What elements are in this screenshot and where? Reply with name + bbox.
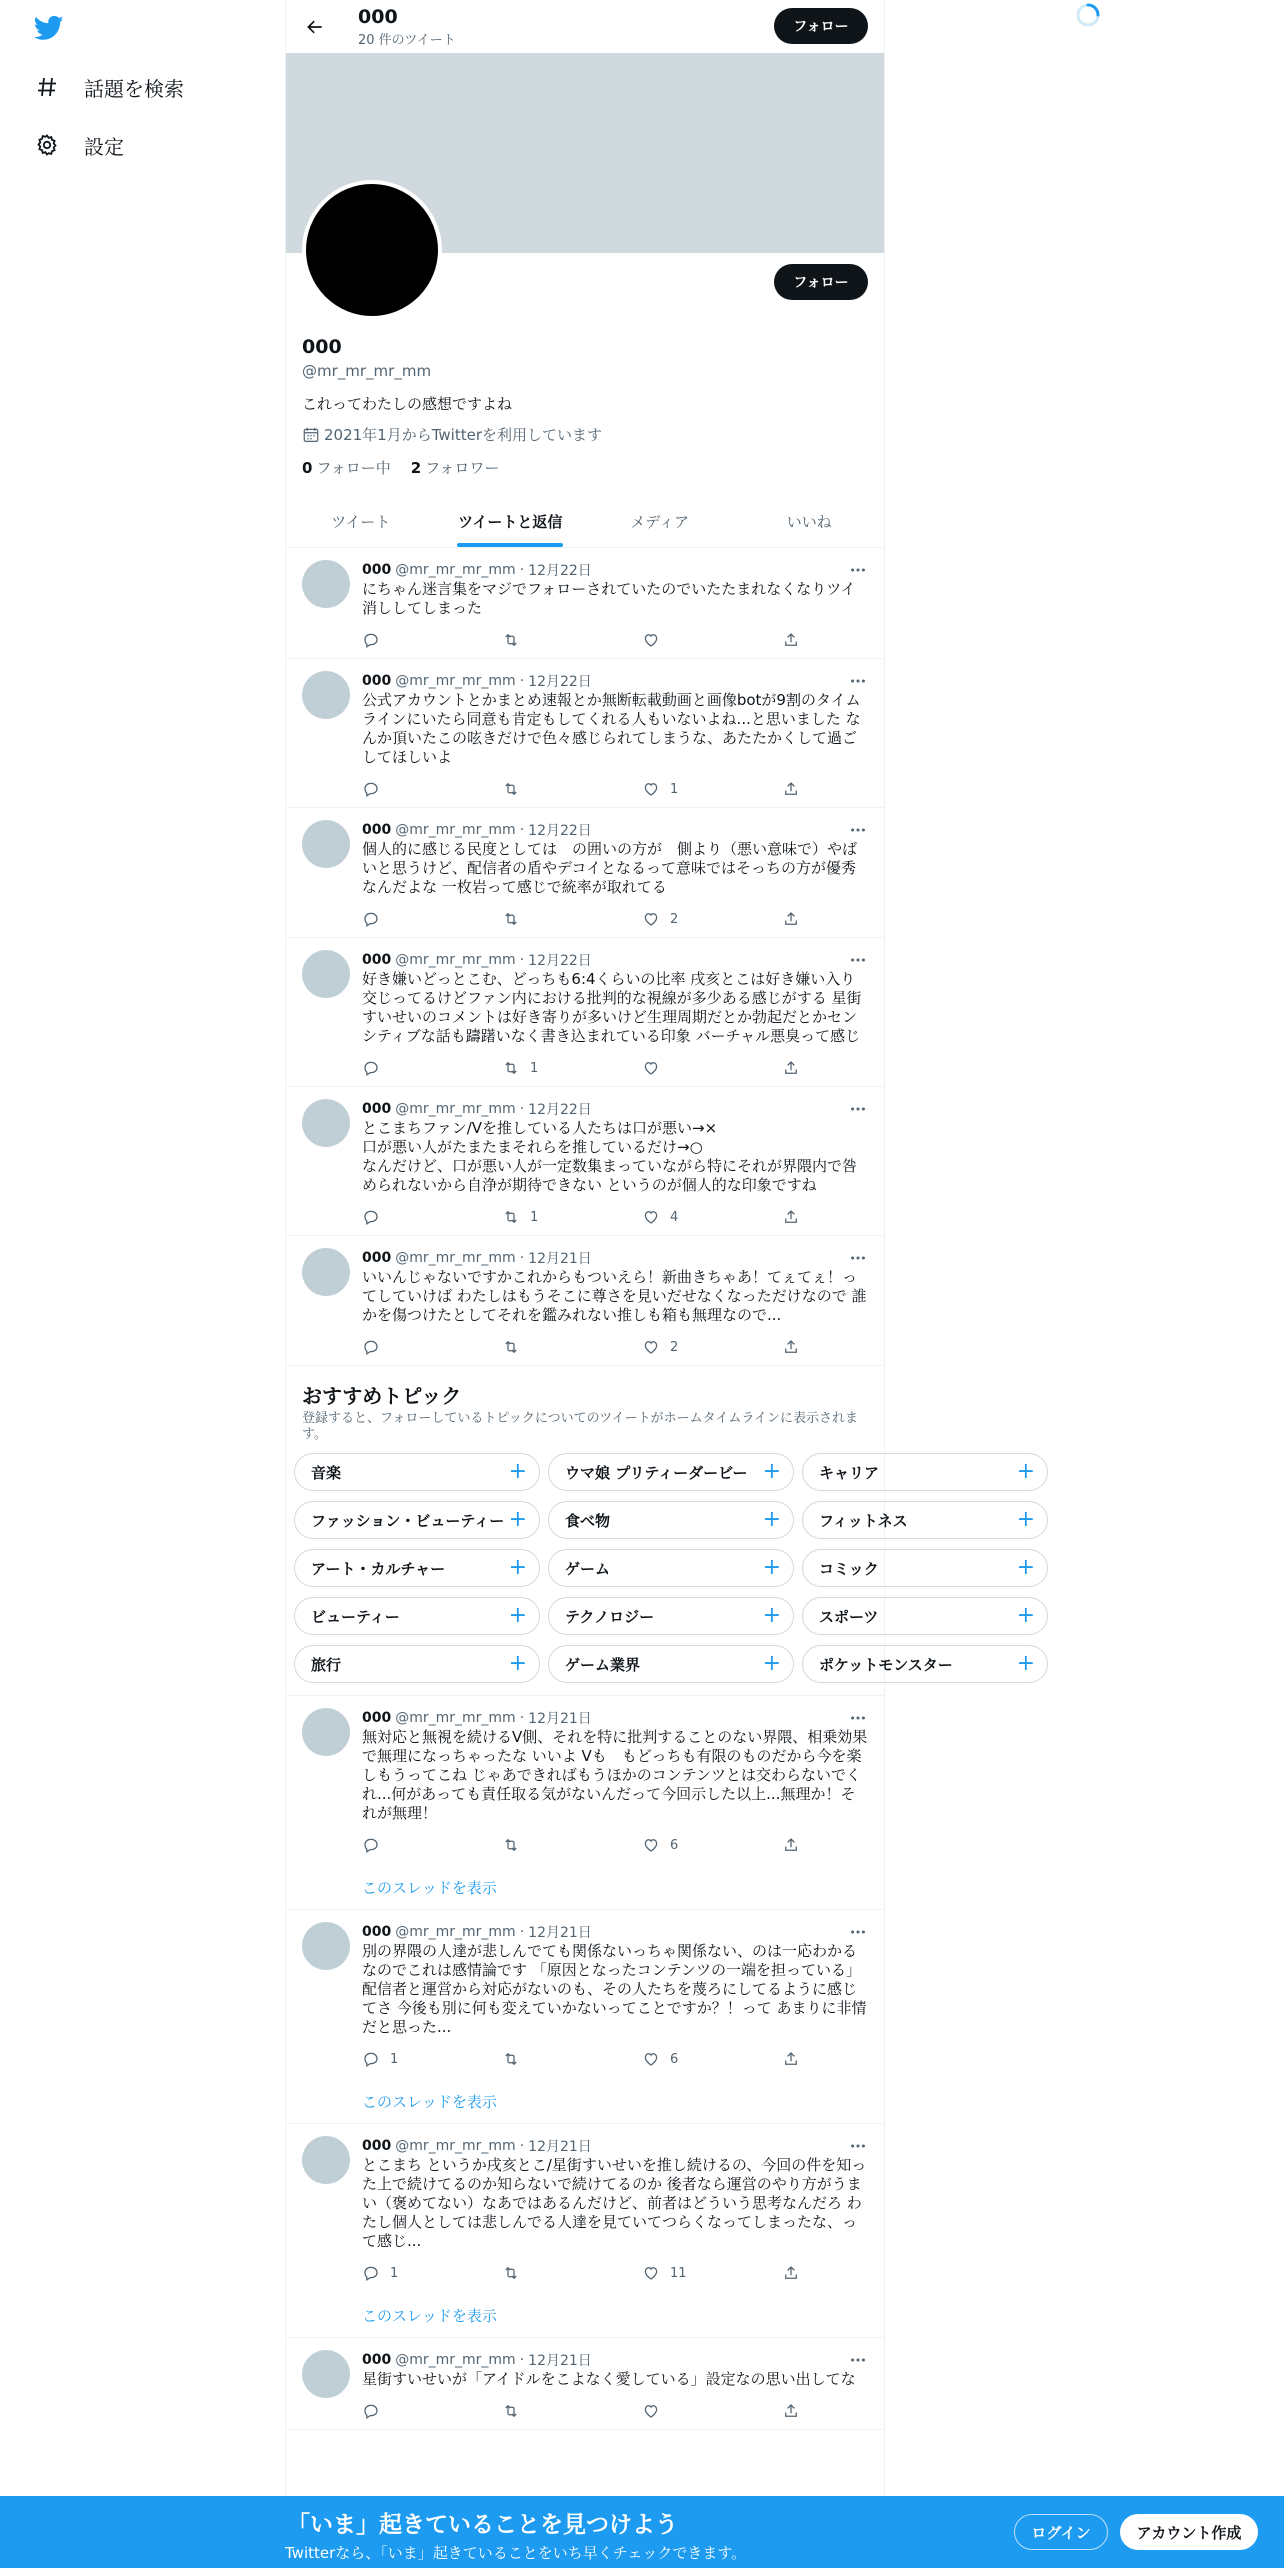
tweet-separator: · bbox=[519, 822, 525, 838]
tweet-date[interactable]: 12月21日 bbox=[528, 1925, 592, 1941]
show-thread-link[interactable]: このスレッドを表示 bbox=[362, 2307, 497, 2325]
following-label: フォロー中 bbox=[316, 459, 391, 477]
retweet-button[interactable] bbox=[502, 1059, 562, 1077]
retweet-icon bbox=[502, 910, 520, 928]
topic-chip[interactable] bbox=[548, 1597, 794, 1635]
tweet-actions bbox=[362, 1827, 802, 1863]
tweet-text: にちゃん迷言集をマジでフォローされていたのでいたたまれなくなりツイ消ししてしまった bbox=[362, 580, 856, 617]
tweet-avatar[interactable] bbox=[302, 820, 350, 868]
tweet-author-handle[interactable]: @mr_mr_mr_mm bbox=[395, 1710, 516, 1726]
arrow-left-icon bbox=[305, 17, 325, 37]
share-button[interactable] bbox=[782, 1208, 802, 1226]
tweet-text: 無対応と無視を続けるV側、それを特に批判することのない界隈、相乗効果で無理になっちゃったな いいよ Vも もどっちも有限のものだから今を楽しもうってこね じゃあできればもうほかのコンテンツとは交わらないでくれ...何があっても責任取る気がないんだって今回示した以上...無理か！それが無理！ bbox=[362, 1728, 868, 1822]
topic-label: フィットネス bbox=[819, 1511, 908, 1530]
tweet-author-name[interactable]: 000 bbox=[362, 2352, 392, 2368]
heart-icon bbox=[642, 1836, 660, 1854]
share-button[interactable] bbox=[782, 910, 802, 928]
tweet-actions bbox=[362, 1199, 802, 1235]
sidebar-item-label: 設定 bbox=[84, 134, 124, 159]
like-button[interactable] bbox=[642, 1836, 702, 1854]
tweet-header bbox=[362, 1922, 868, 1942]
tweet-author-handle[interactable]: @mr_mr_mr_mm bbox=[395, 2352, 516, 2368]
tweet-actions bbox=[362, 901, 802, 937]
retweet-icon bbox=[502, 1338, 520, 1356]
share-icon bbox=[782, 780, 800, 798]
share-icon bbox=[782, 910, 800, 928]
topic-chip[interactable] bbox=[294, 1645, 540, 1683]
like-button[interactable] bbox=[642, 1338, 702, 1356]
tweet-date[interactable]: 12月21日 bbox=[528, 1251, 592, 1267]
tweet-separator: · bbox=[519, 1924, 525, 1940]
joined-text: 2021年1月からTwitterを利用しています bbox=[324, 426, 602, 444]
share-button[interactable] bbox=[782, 631, 802, 649]
plus-icon[interactable]: + bbox=[762, 1555, 781, 1580]
hash-icon bbox=[34, 74, 60, 100]
plus-icon[interactable]: + bbox=[508, 1507, 527, 1532]
signup-button[interactable]: アカウント作成 bbox=[1120, 2514, 1258, 2550]
tweet-author-name[interactable]: 000 bbox=[362, 1250, 392, 1266]
profile-bio: これってわたしの感想ですよね bbox=[302, 395, 513, 413]
gear-icon bbox=[34, 132, 60, 158]
following-count: 0 bbox=[302, 459, 313, 477]
retweet-count: 1 bbox=[530, 1209, 539, 1225]
tweet-body bbox=[362, 560, 868, 658]
profile-handle: @mr_mr_mr_mm bbox=[302, 362, 432, 380]
tweet-actions bbox=[362, 771, 802, 807]
topic-label: ゲーム業界 bbox=[565, 1655, 641, 1674]
tweet-body bbox=[362, 2136, 868, 2337]
like-button[interactable] bbox=[642, 2264, 702, 2282]
retweet-icon bbox=[502, 2264, 520, 2282]
like-count: 2 bbox=[670, 911, 679, 927]
topic-chip[interactable] bbox=[294, 1501, 540, 1539]
like-count: 11 bbox=[670, 2265, 687, 2281]
tweet-date[interactable]: 12月22日 bbox=[528, 563, 592, 579]
tweet-body bbox=[362, 671, 868, 807]
tweet-separator: · bbox=[519, 1101, 525, 1117]
topic-chip[interactable] bbox=[802, 1645, 1048, 1683]
reply-icon bbox=[362, 2402, 380, 2420]
more-options-icon[interactable] bbox=[848, 1708, 868, 1728]
heart-icon bbox=[642, 910, 660, 928]
like-count: 6 bbox=[670, 1837, 679, 1853]
reply-button[interactable] bbox=[362, 631, 422, 649]
header-follow-button[interactable]: フォロー bbox=[774, 8, 868, 44]
topic-label: 食べ物 bbox=[565, 1511, 611, 1530]
tweet-text: 公式アカウントとかまとめ速報とか無断転載動画と画像botが9割のタイムラインにいたら同意も肯定もしてくれる人もいないよね...と思いました なんか頂いたこの呟きだけで色々感じられてしまうな、あたたかくして過ごしてほしいよ bbox=[362, 691, 861, 766]
tweet-separator: · bbox=[519, 562, 525, 578]
signup-banner-subtitle: Twitterなら、「いま」起きていることをいち早くチェックできます。 bbox=[285, 2544, 747, 2562]
topic-chip[interactable] bbox=[802, 1549, 1048, 1587]
tweet-body bbox=[362, 1922, 868, 2123]
topic-chip[interactable] bbox=[548, 1501, 794, 1539]
tweet[interactable] bbox=[286, 1236, 884, 1366]
share-button[interactable] bbox=[782, 1338, 802, 1356]
reply-count: 1 bbox=[390, 2265, 399, 2281]
tweet-author-name[interactable]: 000 bbox=[362, 2138, 392, 2154]
tweet-separator: · bbox=[519, 1710, 525, 1726]
tweet-author-name[interactable]: 000 bbox=[362, 822, 392, 838]
retweet-button[interactable] bbox=[502, 2264, 562, 2282]
retweet-button[interactable] bbox=[502, 2402, 562, 2420]
reply-icon bbox=[362, 1059, 380, 1077]
heart-icon bbox=[642, 1208, 660, 1226]
tweet-actions bbox=[362, 2393, 802, 2429]
reply-icon bbox=[362, 1338, 380, 1356]
tweet-date[interactable]: 12月21日 bbox=[528, 2139, 592, 2155]
sidebar-item-label: 話題を検索 bbox=[84, 76, 184, 101]
tweet-text: 星街すいせいが「アイドルをこよなく愛している」設定なの思い出してな bbox=[362, 2370, 856, 2388]
like-button[interactable] bbox=[642, 910, 702, 928]
topic-row bbox=[286, 1645, 1035, 1683]
plus-icon[interactable]: + bbox=[762, 1603, 781, 1628]
tweet-text: 個人的に感じる民度としては の囲いの方が 側より（悪い意味で）やばいと思うけど、配信者の盾やデコイとなるって意味ではそっちの方が優秀なんだよな 一枚岩って感じで統率が取れてる bbox=[362, 840, 858, 896]
share-button[interactable] bbox=[782, 780, 802, 798]
more-options-icon[interactable] bbox=[848, 950, 868, 970]
like-button[interactable] bbox=[642, 631, 702, 649]
tweet-actions bbox=[362, 2255, 802, 2291]
tweet-header bbox=[362, 1708, 868, 1728]
tweet-author-name[interactable]: 000 bbox=[362, 673, 392, 689]
header-title: 000 bbox=[358, 6, 398, 28]
topic-chip[interactable] bbox=[548, 1645, 794, 1683]
tweet-author-name[interactable]: 000 bbox=[362, 952, 392, 968]
tweet-body bbox=[362, 1248, 868, 1365]
following-link[interactable] bbox=[302, 457, 391, 478]
tweet-text: とこまちファン/Vを推している人たちは口が悪い→× 口が悪い人がたまたまそれらを推しているだけ→○ なんだけど、口が悪い人が一定数集まっていながら特にそれが界隈内で咎められないから自浄が期待できない というのが個人的な印象ですね bbox=[362, 1119, 858, 1194]
topic-label: コミック bbox=[819, 1559, 879, 1578]
reply-button[interactable] bbox=[362, 1836, 422, 1854]
like-count: 6 bbox=[670, 2051, 679, 2067]
tweet-body bbox=[362, 1708, 868, 1909]
profile-joined bbox=[302, 424, 602, 445]
tweet-avatar[interactable] bbox=[302, 1922, 350, 1970]
topic-row bbox=[286, 1597, 1035, 1635]
reply-icon bbox=[362, 2050, 380, 2068]
plus-icon[interactable]: + bbox=[508, 1603, 527, 1628]
more-options-icon[interactable] bbox=[848, 1922, 868, 1942]
reply-count: 1 bbox=[390, 2051, 399, 2067]
topic-chip[interactable] bbox=[548, 1453, 794, 1491]
heart-icon bbox=[642, 1059, 660, 1077]
reply-button[interactable] bbox=[362, 2050, 422, 2068]
reply-button[interactable] bbox=[362, 1208, 422, 1226]
tab-tweets-and-replies[interactable]: ツイートと返信 bbox=[436, 495, 586, 547]
like-count: 1 bbox=[670, 781, 679, 797]
tweet-avatar[interactable] bbox=[302, 1248, 350, 1296]
profile-avatar[interactable] bbox=[302, 180, 442, 320]
tweet-author-handle[interactable]: @mr_mr_mr_mm bbox=[395, 952, 516, 968]
tweet-header bbox=[362, 2350, 868, 2370]
share-button[interactable] bbox=[782, 2264, 802, 2282]
tweet-header bbox=[362, 820, 868, 840]
like-button[interactable] bbox=[642, 2050, 702, 2068]
topic-label: スポーツ bbox=[819, 1607, 879, 1626]
share-icon bbox=[782, 2264, 800, 2282]
tweet-author-handle[interactable]: @mr_mr_mr_mm bbox=[395, 1101, 516, 1117]
retweet-button[interactable] bbox=[502, 910, 562, 928]
tweet-author-handle[interactable]: @mr_mr_mr_mm bbox=[395, 673, 516, 689]
tweet-author-handle[interactable]: @mr_mr_mr_mm bbox=[395, 1924, 516, 1940]
topic-row bbox=[286, 1453, 1035, 1491]
recommended-topics bbox=[286, 1366, 1035, 1696]
tweet-body bbox=[362, 1099, 868, 1235]
share-icon bbox=[782, 1208, 800, 1226]
tweet-author-handle[interactable]: @mr_mr_mr_mm bbox=[395, 822, 516, 838]
more-options-icon[interactable] bbox=[848, 820, 868, 840]
reply-button[interactable] bbox=[362, 2402, 422, 2420]
tweet-avatar[interactable] bbox=[302, 2136, 350, 2184]
plus-icon[interactable]: + bbox=[1016, 1459, 1035, 1484]
share-icon bbox=[782, 1338, 800, 1356]
tweet-author-name[interactable]: 000 bbox=[362, 562, 392, 578]
tweet-date[interactable]: 12月22日 bbox=[528, 674, 592, 690]
topic-chip[interactable] bbox=[548, 1549, 794, 1587]
plus-icon[interactable]: + bbox=[1016, 1603, 1035, 1628]
followers-count: 2 bbox=[410, 459, 422, 477]
retweet-icon bbox=[502, 631, 520, 649]
topic-chip[interactable] bbox=[294, 1549, 540, 1587]
like-button[interactable] bbox=[642, 2402, 702, 2420]
tweet-date[interactable]: 12月22日 bbox=[528, 953, 592, 969]
like-button[interactable] bbox=[642, 1208, 702, 1226]
tweet-separator: · bbox=[519, 673, 525, 689]
tweet[interactable] bbox=[286, 1910, 884, 2124]
topic-row bbox=[286, 1549, 1035, 1587]
plus-icon[interactable]: + bbox=[508, 1651, 527, 1676]
sidebar-item-explore[interactable] bbox=[34, 67, 184, 107]
tweet-header bbox=[362, 560, 868, 580]
retweet-icon bbox=[502, 1059, 520, 1077]
topic-label: テクノロジー bbox=[565, 1607, 655, 1626]
retweet-icon bbox=[502, 780, 520, 798]
tweet-header bbox=[362, 671, 868, 691]
like-count: 4 bbox=[670, 1209, 679, 1225]
tweet-separator: · bbox=[519, 1250, 525, 1266]
main-column bbox=[285, 0, 1035, 2568]
topic-chip[interactable] bbox=[294, 1453, 540, 1491]
like-button[interactable] bbox=[642, 1059, 702, 1077]
plus-icon[interactable]: + bbox=[508, 1459, 527, 1484]
tweet-author-handle[interactable]: @mr_mr_mr_mm bbox=[395, 562, 516, 578]
retweet-button[interactable] bbox=[502, 1836, 562, 1854]
reply-icon bbox=[362, 1208, 380, 1226]
tweet-date[interactable]: 12月22日 bbox=[528, 823, 592, 839]
tweet-actions bbox=[362, 2041, 802, 2077]
topic-chip[interactable] bbox=[802, 1597, 1048, 1635]
tweet[interactable] bbox=[286, 2124, 884, 2338]
tab-media[interactable]: メディア bbox=[630, 512, 690, 531]
more-options-icon[interactable] bbox=[848, 560, 868, 580]
plus-icon[interactable]: + bbox=[1016, 1555, 1035, 1580]
more-options-icon[interactable] bbox=[848, 671, 868, 691]
share-icon bbox=[782, 1836, 800, 1854]
share-icon bbox=[782, 2050, 800, 2068]
tweet-text: とこまち というか戌亥とこ/星街すいせいを推し続けるの、今回の件を知った上で続けてるのか知らないで続けてるのか 後者なら運営のやり方がうまい（褒めてない）なあではあるんだけど、前者はどういう思考なんだろ わたし個人としては悲しんでる人達を見ていてつらくなってしまったな、って感じ... bbox=[362, 2156, 867, 2250]
topic-label: 音楽 bbox=[311, 1463, 342, 1482]
topic-chip[interactable] bbox=[802, 1501, 1048, 1539]
tweet-body bbox=[362, 950, 868, 1086]
plus-icon[interactable]: + bbox=[1016, 1651, 1035, 1676]
sidebar-item-settings[interactable] bbox=[34, 125, 124, 165]
tweet-actions bbox=[362, 622, 802, 658]
tweet-date[interactable]: 12月21日 bbox=[528, 1711, 592, 1727]
retweet-count: 1 bbox=[530, 1060, 539, 1076]
share-icon bbox=[782, 1059, 800, 1077]
tweet-author-name[interactable]: 000 bbox=[362, 1710, 392, 1726]
tweet-actions bbox=[362, 1050, 802, 1086]
profile-tabs bbox=[286, 495, 884, 548]
login-button[interactable]: ログイン bbox=[1014, 2514, 1108, 2550]
tweet-author-handle[interactable]: @mr_mr_mr_mm bbox=[395, 1250, 516, 1266]
retweet-icon bbox=[502, 2402, 520, 2420]
topic-label: アート・カルチャー bbox=[311, 1559, 446, 1578]
calendar-icon bbox=[302, 426, 320, 444]
topic-label: キャリア bbox=[819, 1463, 880, 1482]
back-button[interactable] bbox=[298, 10, 332, 44]
tab-tweets[interactable]: ツイート bbox=[331, 512, 391, 531]
tweet-avatar[interactable] bbox=[302, 1099, 350, 1147]
profile-stats bbox=[302, 457, 499, 478]
retweet-button[interactable] bbox=[502, 2050, 562, 2068]
tweet-author-name[interactable]: 000 bbox=[362, 1101, 392, 1117]
share-icon bbox=[782, 631, 800, 649]
show-thread-link[interactable]: このスレッドを表示 bbox=[362, 2093, 497, 2111]
tweet-body bbox=[362, 820, 868, 937]
tweet-date[interactable]: 12月22日 bbox=[528, 1102, 592, 1118]
more-options-icon[interactable] bbox=[848, 2136, 868, 2156]
heart-icon bbox=[642, 2402, 660, 2420]
topic-label: ウマ娘 プリティーダービー bbox=[565, 1463, 748, 1482]
reply-button[interactable] bbox=[362, 780, 422, 798]
profile-header bbox=[286, 0, 884, 53]
tweet-body bbox=[362, 2350, 868, 2429]
tweet[interactable] bbox=[286, 1087, 884, 1236]
tweet-separator: · bbox=[519, 2138, 525, 2154]
tweet-separator: · bbox=[519, 952, 525, 968]
profile-name: 000 bbox=[302, 336, 342, 358]
tweet[interactable] bbox=[286, 548, 884, 659]
reply-icon bbox=[362, 780, 380, 798]
reply-icon bbox=[362, 631, 380, 649]
share-button[interactable] bbox=[782, 2050, 802, 2068]
tweet-avatar[interactable] bbox=[302, 560, 350, 608]
tweet-count: 20 件のツイート bbox=[358, 33, 456, 48]
plus-icon[interactable]: + bbox=[1016, 1507, 1035, 1532]
reply-button[interactable] bbox=[362, 2264, 422, 2282]
plus-icon[interactable]: + bbox=[762, 1507, 781, 1532]
tweet-text: 別の界隈の人達が悲しんでても関係ないっちゃ関係ない、のは一応わかるなのでこれは感情論です 「原因となったコンテンツの一端を担っている」配信者と運営から対応がないのも、その人たちを蔑ろにしてるように感じてさ 今後も別に何も変えていかないってことですか？！って あまりに非情だと思った... bbox=[362, 1942, 867, 2036]
signup-banner bbox=[0, 2496, 1284, 2568]
retweet-button[interactable] bbox=[502, 780, 562, 798]
tweet-author-name[interactable]: 000 bbox=[362, 1924, 392, 1940]
tweet[interactable] bbox=[286, 1696, 884, 1910]
tweet-avatar[interactable] bbox=[302, 2350, 350, 2398]
tweet-author-handle[interactable]: @mr_mr_mr_mm bbox=[395, 2138, 516, 2154]
reply-button[interactable] bbox=[362, 1338, 422, 1356]
tweet-text: いいんじゃないですかこれからもついえら！新曲きちゃあ！てぇてぇ！ってしていけば わたしはもうそこに尊さを見いだせなくなっただけなので 誰かを傷つけたとしてそれを鑑みれない推しも箱も無理なので... bbox=[362, 1268, 867, 1324]
tweet[interactable] bbox=[286, 659, 884, 808]
tweet-header bbox=[362, 950, 868, 970]
followers-label: フォロワー bbox=[425, 459, 500, 477]
tweet[interactable] bbox=[286, 938, 884, 1087]
twitter-logo-icon[interactable] bbox=[33, 13, 65, 43]
retweet-icon bbox=[502, 1836, 520, 1854]
like-button[interactable] bbox=[642, 780, 702, 798]
plus-icon[interactable]: + bbox=[762, 1459, 781, 1484]
heart-icon bbox=[642, 631, 660, 649]
tweet-date[interactable]: 12月21日 bbox=[528, 2353, 592, 2369]
tweet-header bbox=[362, 2136, 868, 2156]
reply-icon bbox=[362, 2264, 380, 2282]
heart-icon bbox=[642, 2050, 660, 2068]
heart-icon bbox=[642, 780, 660, 798]
tweet[interactable] bbox=[286, 808, 884, 938]
profile-follow-button[interactable]: フォロー bbox=[774, 264, 868, 300]
topic-label: ポケットモンスター bbox=[819, 1655, 953, 1674]
retweet-button[interactable] bbox=[502, 631, 562, 649]
tweet-avatar[interactable] bbox=[302, 671, 350, 719]
share-button[interactable] bbox=[782, 1836, 802, 1854]
like-count: 2 bbox=[670, 1339, 679, 1355]
more-options-icon[interactable] bbox=[848, 1099, 868, 1119]
signup-banner-title: 「いま」起きていることを見つけよう bbox=[287, 2512, 678, 2538]
topic-row bbox=[286, 1501, 1035, 1539]
tweet-avatar[interactable] bbox=[302, 1708, 350, 1756]
reply-button[interactable] bbox=[362, 1059, 422, 1077]
topic-chip[interactable] bbox=[294, 1597, 540, 1635]
topic-label: 旅行 bbox=[311, 1655, 342, 1674]
topics-title: おすすめトピック bbox=[302, 1384, 462, 1408]
loading-spinner-icon bbox=[1075, 2, 1101, 28]
share-icon bbox=[782, 2402, 800, 2420]
plus-icon[interactable]: + bbox=[508, 1555, 527, 1580]
reply-icon bbox=[362, 1836, 380, 1854]
topic-label: ビューティー bbox=[311, 1607, 400, 1626]
tweet-avatar[interactable] bbox=[302, 950, 350, 998]
more-options-icon[interactable] bbox=[848, 2350, 868, 2370]
tweet-header bbox=[362, 1248, 868, 1268]
topics-subtitle: 登録すると、フォローしているトピックについてのツイートがホームタイムラインに表示されます。 bbox=[302, 1411, 859, 1442]
share-button[interactable] bbox=[782, 1059, 802, 1077]
retweet-button[interactable] bbox=[502, 1338, 562, 1356]
tweet-actions bbox=[362, 1329, 802, 1365]
heart-icon bbox=[642, 1338, 660, 1356]
plus-icon[interactable]: + bbox=[762, 1651, 781, 1676]
followers-link[interactable] bbox=[411, 457, 500, 478]
tweet-text: 好き嫌いどっとこむ、どっちも6:4くらいの比率 戌亥とこは好き嫌い入り交じってるけどファン内における批判的な視線が多少ある感じがする 星街すいせいのコメントは好き寄りが多いけど生理周期だとか勃起だとかセンシティブな話も躊躇いなく書き込まれている印象 バーチャル悪臭って感じ bbox=[362, 970, 862, 1045]
more-options-icon[interactable] bbox=[848, 1248, 868, 1268]
topic-label: ゲーム bbox=[565, 1559, 611, 1578]
tweet-header bbox=[362, 1099, 868, 1119]
tweet[interactable] bbox=[286, 2338, 884, 2430]
topic-label: ファッション・ビューティー bbox=[311, 1511, 505, 1530]
topic-chip[interactable] bbox=[802, 1453, 1048, 1491]
retweet-button[interactable] bbox=[502, 1208, 562, 1226]
share-button[interactable] bbox=[782, 2402, 802, 2420]
heart-icon bbox=[642, 2264, 660, 2282]
tweet-feed bbox=[286, 548, 1035, 2430]
reply-button[interactable] bbox=[362, 910, 422, 928]
tab-likes[interactable]: いいね bbox=[786, 512, 832, 531]
show-thread-link[interactable]: このスレッドを表示 bbox=[362, 1879, 497, 1897]
retweet-icon bbox=[502, 2050, 520, 2068]
tweet-separator: · bbox=[519, 2352, 525, 2368]
retweet-icon bbox=[502, 1208, 520, 1226]
reply-icon bbox=[362, 910, 380, 928]
